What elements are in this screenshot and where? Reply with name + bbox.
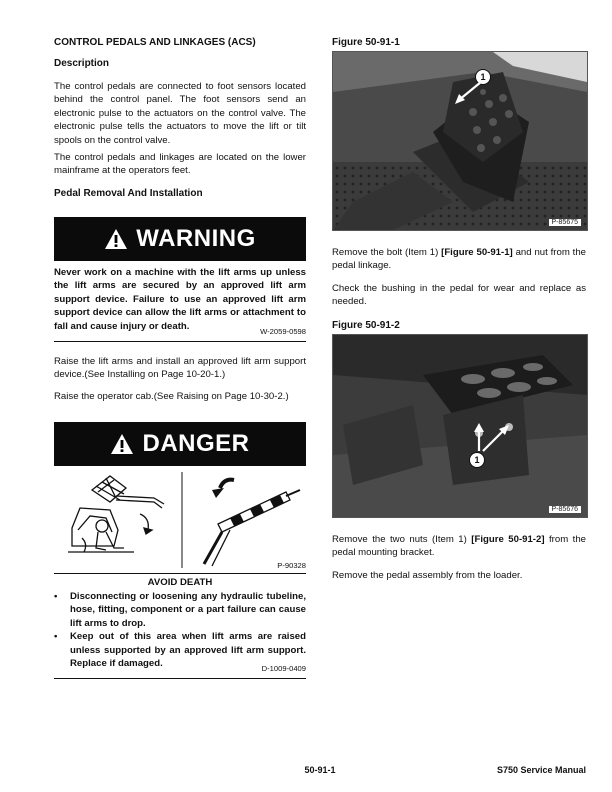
description-heading: Description (54, 58, 110, 69)
step-raise-lift-arms: Raise the lift arms and install an approved lift arm support device.(See Installing on Page 10-20-1.) (54, 356, 306, 381)
danger-bullet-1 (54, 590, 306, 630)
warning-rule (54, 341, 306, 342)
step-raise-cab: Raise the operator cab.(See Raising on Page 10-30-2.) (54, 391, 289, 402)
figure-1-reference: [Figure 50-91-1] (441, 247, 513, 258)
warning-triangle-icon (104, 228, 128, 250)
figure-1-photo (332, 51, 588, 231)
danger-illustration (54, 468, 306, 572)
danger-bullet-1-text: Disconnecting or loosening any hydraulic tubeline, hose, fitting, component or a part failure can cause lift arms to drop. (70, 591, 306, 629)
danger-code: D-1009-0409 (261, 664, 306, 673)
warning-banner (54, 217, 306, 261)
section-title: CONTROL PEDALS AND LINKAGES (ACS) (54, 37, 256, 48)
instruction-remove-bolt-pre: Remove the bolt (Item 1) (332, 247, 442, 258)
warning-label: WARNING (136, 225, 256, 252)
figure-2-title: Figure 50-91-2 (332, 320, 400, 331)
figure-2-callout: 1 (469, 452, 485, 468)
bullet-mark: • (54, 631, 58, 643)
danger-triangle-icon (110, 433, 134, 455)
pedal-photo-2 (333, 335, 587, 517)
danger-bullet-list (54, 590, 306, 670)
warning-text: Never work on a machine with the lift arms up unless the lift arms are secured by an approved lift arm support device. Failure to use an approved lift arm support device can allow the lift arms or attachment to fall and cause injury or death. (54, 267, 306, 332)
danger-label: DANGER (142, 430, 250, 457)
avoid-death-heading: AVOID DEATH (147, 577, 213, 588)
description-paragraph-2: The control pedals and linkages are located on the lower mainframe at the operators feet. (54, 152, 306, 177)
page-number: 50-91-1 (304, 765, 336, 775)
pedal-photo-1 (333, 52, 587, 230)
description-paragraph-1: The control pedals are connected to foot sensors located behind the control panel. The foot sensors send an electronic pulse to the actuators on the control valve. The electronic pulse tells the actuators to move the lift or tilt spools on the control valve. (54, 81, 306, 146)
figure-2-arrows-icon (469, 419, 515, 453)
lift-arm-support-illustration (204, 480, 300, 566)
figure-1-arrow-icon (451, 80, 485, 106)
instruction-remove-nuts-pre: Remove the two nuts (Item 1) (332, 534, 472, 545)
warning-code: W-2059-0598 (260, 327, 306, 336)
instruction-remove-assembly: Remove the pedal assembly from the loader. (332, 570, 523, 581)
danger-banner (54, 422, 306, 466)
instruction-remove-nuts-post: from the pedal mounting bracket. (332, 534, 586, 559)
manual-title: S750 Service Manual (496, 765, 586, 775)
danger-rule (54, 678, 306, 679)
removal-heading: Pedal Removal And Installation (54, 188, 203, 199)
figure-1-callout: 1 (475, 69, 491, 85)
loader-raised-arm-illustration (68, 476, 164, 552)
figure-2-photo (332, 334, 588, 518)
figure-1-code: P-85675 (549, 219, 581, 226)
danger-image-rule (54, 573, 306, 574)
instruction-remove-nuts (332, 533, 586, 560)
instruction-remove-bolt (332, 246, 586, 273)
instruction-check-bushing: Check the bushing in the pedal for wear and replace as needed. (332, 283, 586, 308)
figure-2-code: P-85676 (549, 506, 581, 513)
danger-bullet-2-text: Keep out of this area when lift arms are raised unless supported by an approved lift arm support. Replace if damaged. (70, 631, 306, 670)
figure-1-title: Figure 50-91-1 (332, 37, 400, 48)
danger-image-code: P-90328 (277, 561, 306, 570)
instruction-remove-bolt-post: and nut from the pedal linkage. (332, 247, 586, 272)
figure-2-reference: [Figure 50-91-2] (471, 534, 545, 545)
bullet-mark: • (54, 591, 58, 602)
